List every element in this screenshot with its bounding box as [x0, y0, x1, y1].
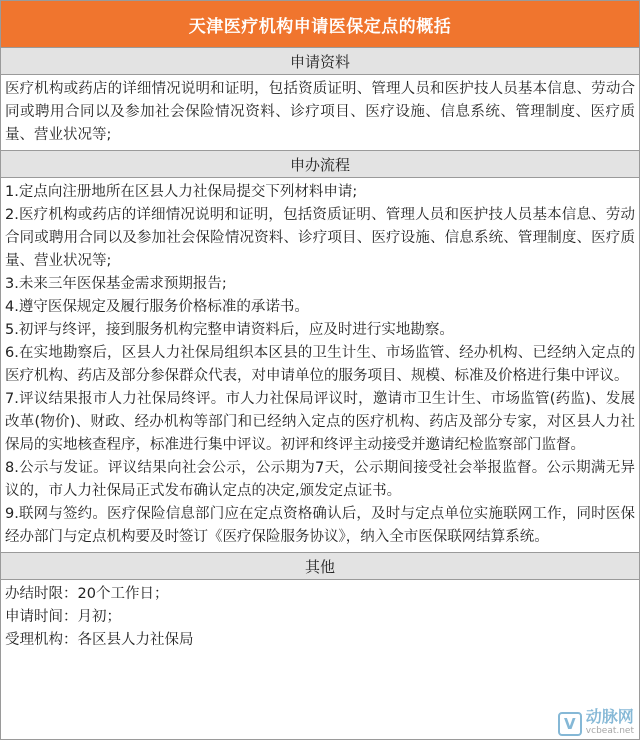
- watermark-brand: 动脉网: [585, 707, 634, 726]
- materials-text: 医疗机构或药店的详细情况说明和证明，包括资质证明、管理人员和医护技人员基本信息、劳动合同或聘用合同以及参加社会保险情况资料、诊疗项目、医疗设施、信息系统、管理制度、医疗质量、营业状况等;: [5, 81, 635, 143]
- other-item: 申请时间：月初；: [5, 609, 121, 625]
- other-item: 受理机构：各区县人力社保局: [5, 632, 194, 648]
- brand-logo-icon: V: [558, 712, 582, 736]
- process-step: 9.联网与签约。医疗保险信息部门应在定点资格确认后，及时与定点单位实施联网工作，同时医保经办部门与定点机构要及时签订《医疗保险服务协议》，纳入全市医保联网结算系统。: [5, 506, 635, 545]
- process-body: [1, 178, 639, 553]
- section-header-materials: 申请资料: [1, 48, 639, 75]
- process-step: 6.在实地勘察后，区县人力社保局组织本区县的卫生计生、市场监管、经办机构、已经纳入定点的医疗机构、药店及部分参保群众代表，对申请单位的服务项目、规模、标准及价格进行集中评议。: [5, 345, 635, 384]
- process-step: 5.初评与终评，接到服务机构完整申请资料后，应及时进行实地勘察。: [5, 322, 454, 338]
- section-header-process: 申办流程: [1, 151, 639, 178]
- watermark: [558, 709, 634, 736]
- process-step: 4.遵守医保规定及履行服务价格标准的承诺书。: [5, 299, 309, 315]
- other-item: 办结时限：20个工作日；: [5, 586, 169, 602]
- process-step: 3.未来三年医保基金需求预期报告;: [5, 276, 227, 292]
- table-title: 天津医疗机构申请医保定点的概括: [1, 1, 639, 48]
- process-step: 1.定点向注册地所在区县人力社保局提交下列材料申请;: [5, 184, 358, 200]
- process-step: 2.医疗机构或药店的详细情况说明和证明，包括资质证明、管理人员和医护技人员基本信息、劳动合同或聘用合同以及参加社会保险情况资料、诊疗项目、医疗设施、信息系统、管理制度、医疗质量、营业状况等;: [5, 207, 635, 269]
- watermark-url: vcbeat.net: [585, 726, 634, 736]
- process-step: 8.公示与发证。评议结果向社会公示，公示期为7天，公示期间接受社会举报监督。公示期满无异议的，市人力社保局正式发布确认定点的决定,颁发定点证书。: [5, 460, 635, 499]
- other-body: [1, 580, 639, 655]
- section-header-other: 其他: [1, 553, 639, 580]
- materials-body: [1, 75, 639, 151]
- process-step: 7.评议结果报市人力社保局终评。市人力社保局评议时，邀请市卫生计生、市场监管(药监)、发展改革(物价)、财政、经办机构等部门和已经纳入定点的医疗机构、药店及部分专家，对区县人力社保局的实地核查程序，标准进行集中评议。初评和终评主动接受并邀请纪检监察部门监督。: [5, 391, 635, 453]
